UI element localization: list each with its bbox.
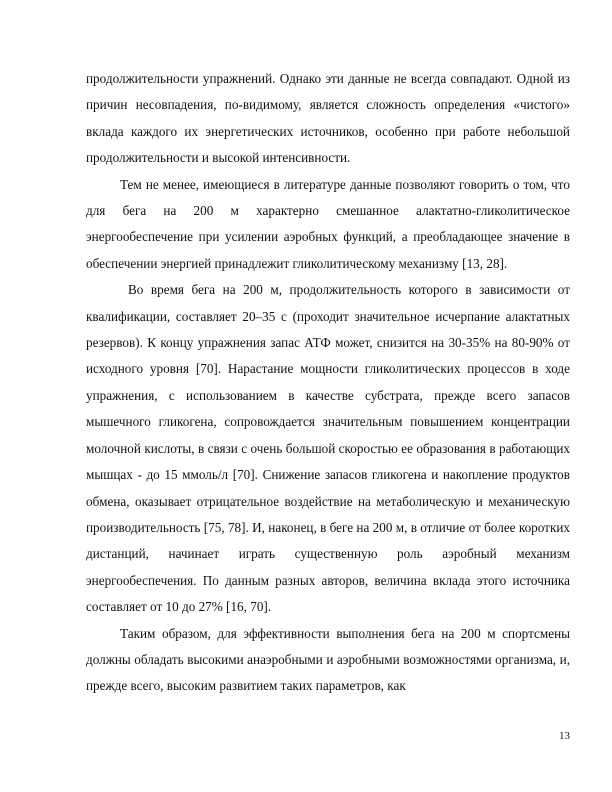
paragraph-4: Таким образом, для эффективности выполнения бега на 200 м спортсмены должны обладать высокими анаэробными и аэробными возможностями организма, и, прежде всего, высоким развитием таких параметров, как bbox=[86, 625, 570, 694]
page-body-text bbox=[86, 66, 570, 700]
paragraph-3: Во время бега на 200 м, продолжительность которого в зависимости от квалификации, составляет 20–35 с (проходит значительное исчерпание алактатных резервов). К концу упражнения запас АТФ может, снизится на 30-35% на 80-90% от исходного уровня [70]. Нарастание мощности гликолитических процессов в ходе упражнения, с использованием в качестве субстрата, прежде всего запасов мышечного гликогена, сопровождается значительным повышением концентрации молочной кислоты, в связи с очень большой скоростью ее образования в работающих мышцах - до 15 ммоль/л [70]. Снижение запасов гликогена и накопление продуктов обмена, оказывает отрицательное воздействие на метаболическую и механическую производительность [75, 78]. И, наконец, в беге на 200 м, в отличие от более коротких дистанций, начинает играть существенную роль аэробный механизм энергообеспечения. По данным разных авторов, величина вклада этого источника составляет от 10 до 27% [16, 70]. bbox=[86, 282, 570, 615]
page-number: 13 bbox=[559, 730, 570, 742]
paragraph-1: продолжительности упражнений. Однако эти данные не всегда совпадают. Одной из причин несовпадения, по-видимому, является сложность определения «чистого» вклада каждого их энергетических источников, особенно при работе небольшой продолжительности и высокой интенсивности. bbox=[86, 71, 570, 166]
paragraph-2: Тем не менее, имеющиеся в литературе данные позволяют говорить о том, что для бега на 200 м характерно смешанное алактатно-гликолитическое энергообеспечение при усилении аэробных функций, а преобладающее значение в обеспечении энергией принадлежит гликолитическому механизму [13, 28]. bbox=[86, 176, 570, 271]
